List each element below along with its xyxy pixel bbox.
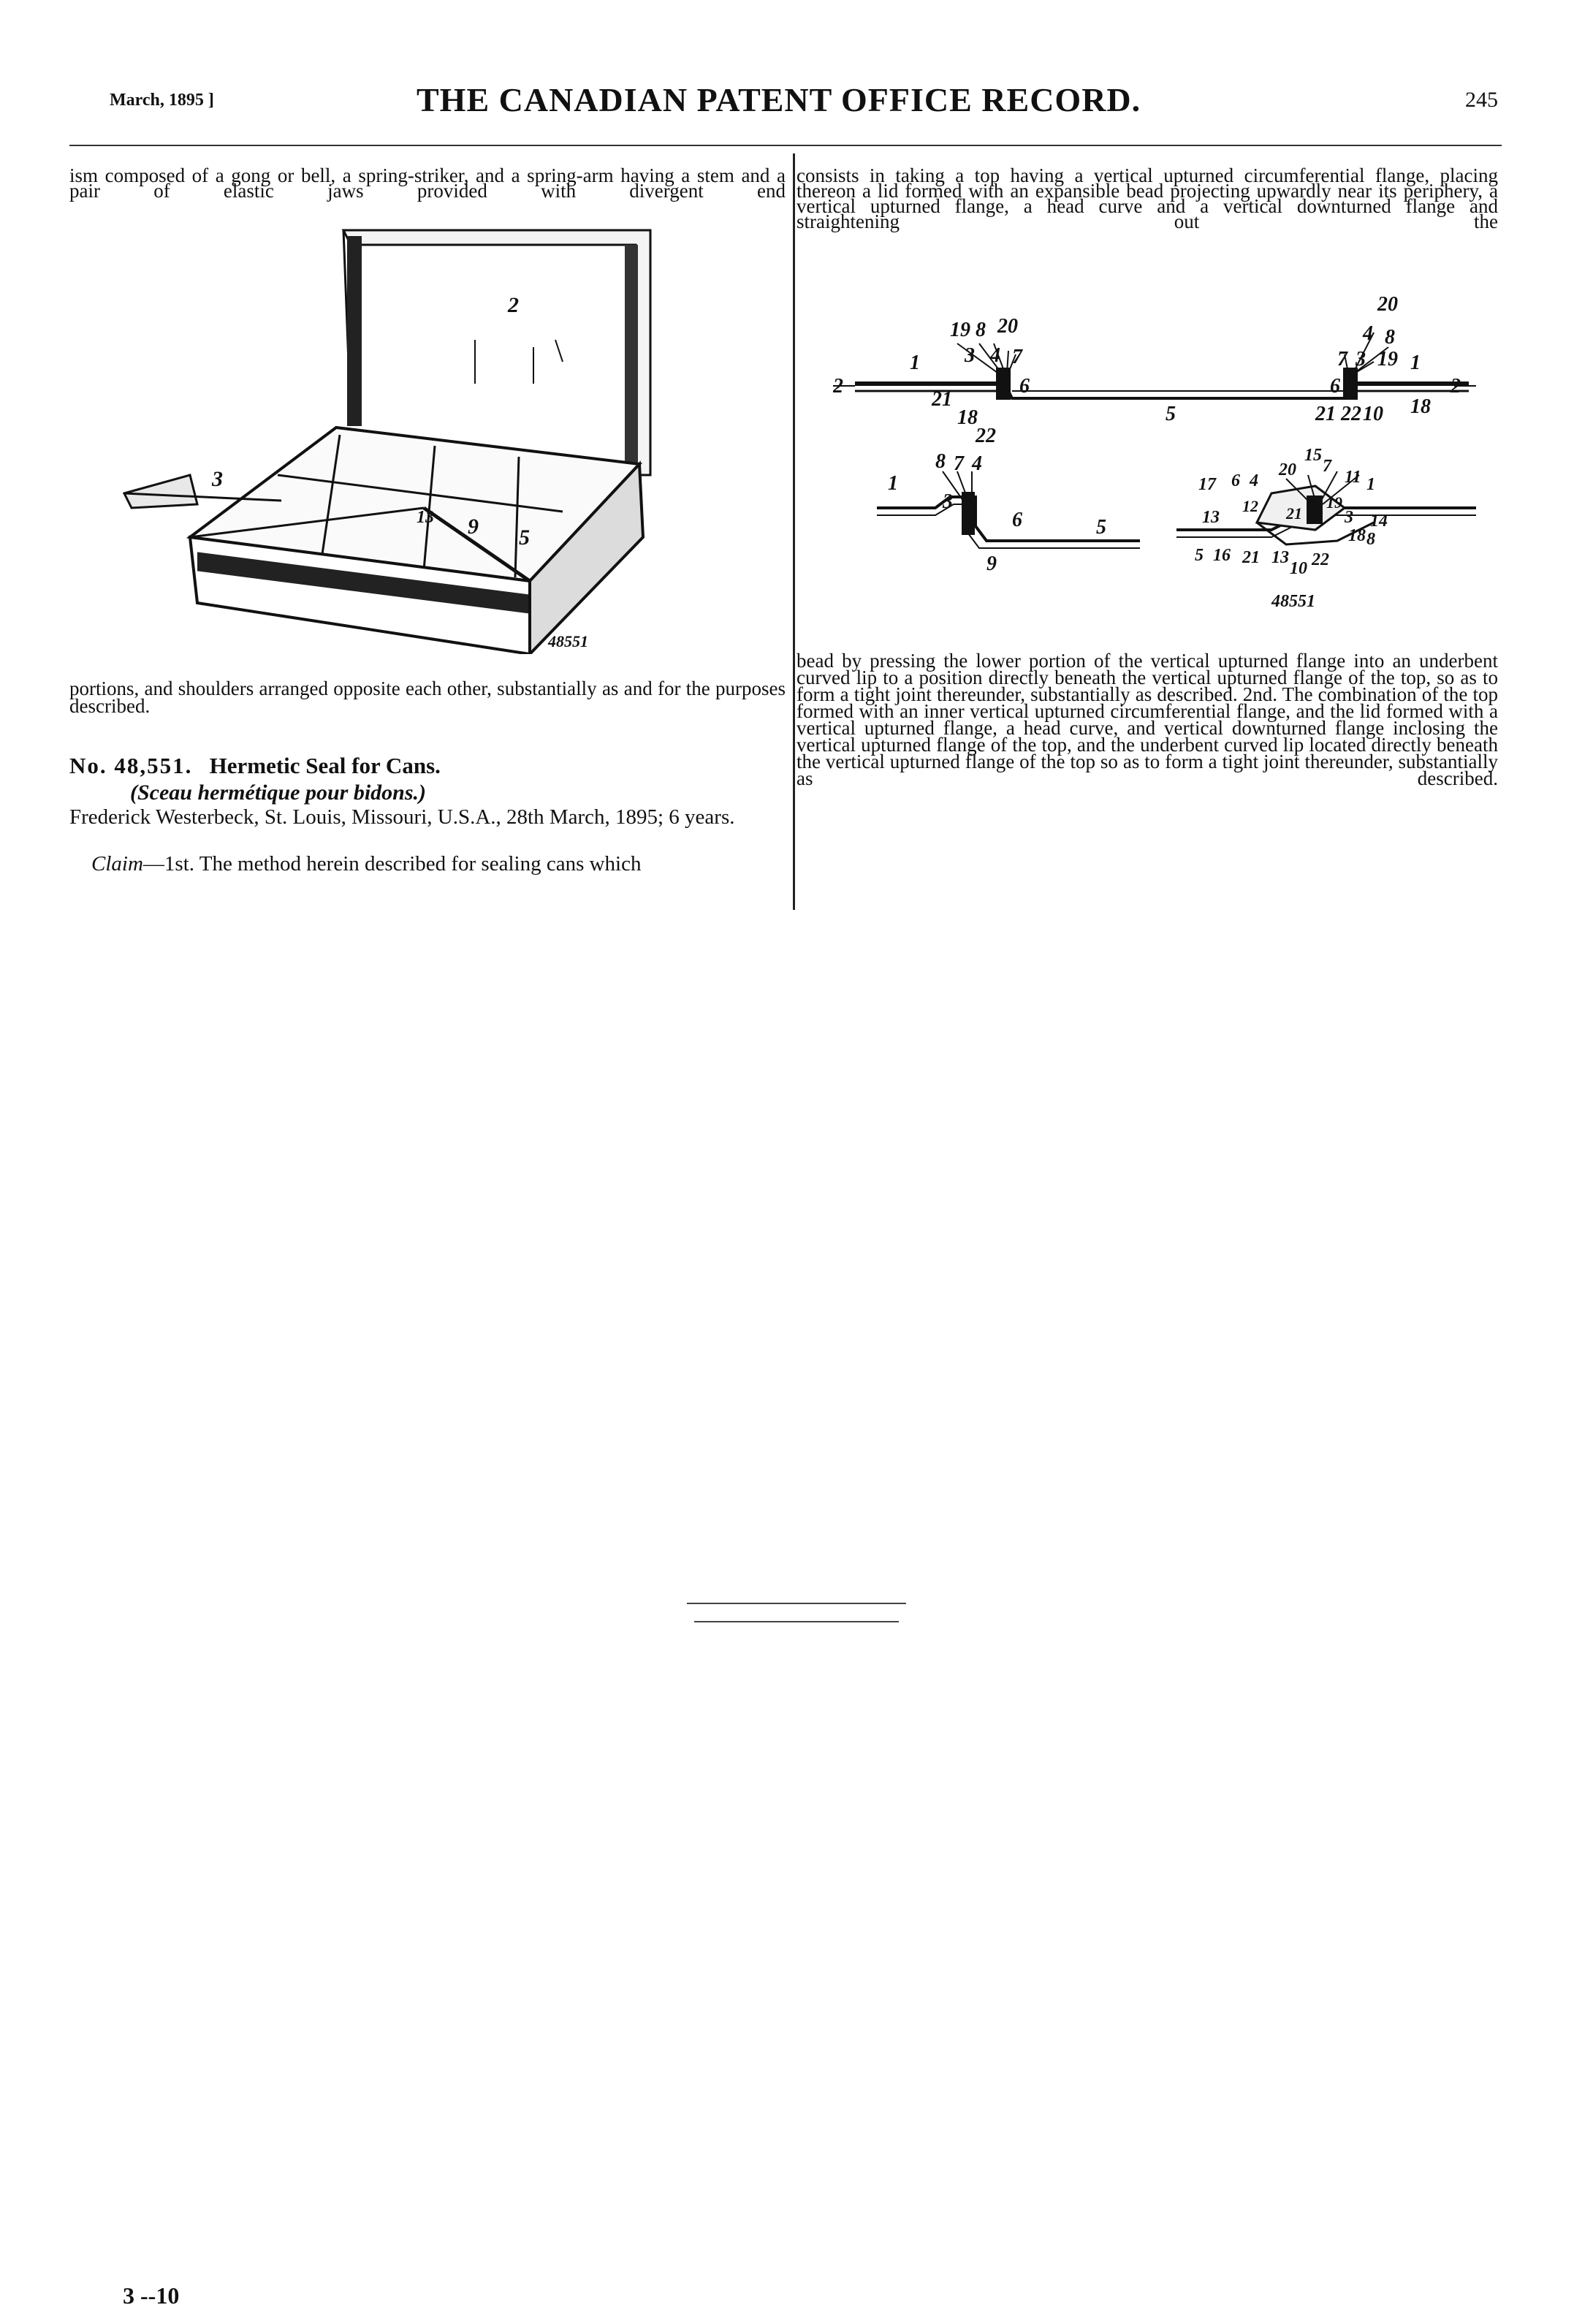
- figure-label: 7: [954, 452, 964, 475]
- figure-label: 14: [1370, 512, 1388, 531]
- figure-label: 6: [1231, 471, 1240, 490]
- figure-label: 21: [1242, 548, 1260, 567]
- header-rule: [69, 145, 1502, 146]
- page-number: 245: [1465, 88, 1498, 112]
- patent-title: Hermetic Seal for Cans.: [209, 753, 441, 778]
- figure-label: 1: [910, 352, 920, 374]
- figure-label: 7: [1337, 348, 1347, 371]
- figure-label: 1: [888, 472, 898, 495]
- figure-label: 15: [1304, 446, 1322, 465]
- figure-label: 19: [1326, 493, 1342, 512]
- figure-label: 19: [950, 319, 970, 341]
- figure-label: 5: [1096, 516, 1106, 539]
- figure-label: 20: [997, 315, 1018, 338]
- figure-label: 17: [1198, 475, 1216, 494]
- figure-label: 18: [957, 406, 978, 429]
- figure-label: 21: [932, 388, 952, 411]
- figure-label: 6: [1330, 375, 1340, 398]
- figure-label: 19: [1377, 348, 1398, 371]
- publication-title: THE CANADIAN PATENT OFFICE RECORD.: [417, 81, 1141, 118]
- figure-label: 2: [508, 293, 519, 317]
- figure-label: 18: [1348, 526, 1366, 545]
- figure-label: 13: [1202, 508, 1220, 527]
- figure-label: 7: [1012, 346, 1022, 368]
- figure-label: 13: [417, 508, 434, 527]
- figure-label: 5: [519, 525, 530, 550]
- footer-rule-bottom: [694, 1621, 899, 1622]
- figure-label: 22: [1341, 403, 1361, 425]
- figure-label: 10: [1290, 559, 1307, 578]
- patent-claim: [91, 852, 786, 876]
- patent-french-title: (Sceau hermétique pour bidons.): [130, 781, 427, 805]
- figure-number: 48551: [548, 632, 588, 650]
- figure-label: 4: [1363, 322, 1373, 345]
- footer-rule-top: [687, 1603, 906, 1604]
- right-after-figure-text: bead by pressing the lower portion of the vertical upturned flange into an underbent curved lip to a position directly beneath the vertical upturned flange of the top, so as to form a tight joint thereunder, substantially as described. 2nd. The combination of the top formed with an inner vertical upturned circumferential flange, and the lid formed with a vertical upturned flange, a head curve, and vertical downturned flange inclosing the vertical upturned flange of the top, and the underbent curved lip located directly beneath the vertical upturned flange of the top so as to form a tight joint thereunder, substantially as described.: [796, 650, 1498, 789]
- figure-label: 20: [1377, 293, 1398, 316]
- left-after-figure-text: portions, and shoulders arranged opposite each other, substantially as and for the purposes described.: [69, 677, 786, 717]
- issue-date: March, 1895 ]: [110, 91, 214, 110]
- figure-label: 5: [1166, 403, 1176, 425]
- figure-label: 10: [1363, 403, 1383, 425]
- figure-label: 11: [1345, 468, 1361, 487]
- figure-label: 13: [1271, 548, 1289, 567]
- figure-label: 5: [1195, 546, 1204, 565]
- left-intro-text: ism composed of a gong or bell, a spring-striker, and a spring-arm having a stem and a pair of elastic jaws provided with divergent end: [69, 164, 786, 202]
- page-signature: 3 --10: [123, 2282, 180, 2309]
- column-divider: [793, 153, 795, 910]
- figure-label: 22: [1312, 550, 1329, 569]
- figure-label: 21: [1315, 403, 1336, 425]
- figure-label: 9: [468, 514, 479, 539]
- figure-label: 6: [1012, 509, 1022, 531]
- figure-label: 2: [833, 375, 843, 398]
- figure-label: 6: [1019, 375, 1030, 398]
- figure-label: 3: [943, 490, 953, 513]
- figure-label: 3: [1345, 508, 1353, 527]
- figure-label: 21: [1286, 504, 1302, 523]
- figure-label: 9: [986, 552, 997, 575]
- figure-label: 4: [1250, 471, 1258, 490]
- can-seal-figure: [833, 289, 1476, 632]
- figure-number: 48551: [1271, 592, 1315, 611]
- claim-text: —1st. The method herein described for sealing cans which: [142, 852, 642, 876]
- figure-label: 16: [1213, 546, 1231, 565]
- figure-label: 8: [1366, 530, 1375, 549]
- figure-label: 2: [1451, 375, 1461, 398]
- figure-label: 22: [976, 425, 996, 447]
- figure-label: 3: [965, 344, 975, 367]
- page-header: [110, 80, 1498, 124]
- figure-label: 4: [990, 344, 1000, 367]
- figure-label: 3: [212, 467, 223, 491]
- patent-heading: [69, 753, 441, 779]
- figure-label: 8: [935, 450, 946, 473]
- figure-label: 12: [1242, 497, 1258, 515]
- figure-label: 18: [1410, 395, 1431, 418]
- claim-label: Claim: [91, 852, 143, 876]
- patent-inventor: Frederick Westerbeck, St. Louis, Missouri, U.S.A., 28th March, 1895; 6 years.: [69, 805, 735, 829]
- figure-label: 1: [1366, 475, 1375, 494]
- patent-number: No. 48,551.: [69, 753, 193, 778]
- alarm-box-figure: [110, 216, 665, 654]
- figure-label: 4: [972, 452, 982, 475]
- figure-label: 7: [1323, 457, 1331, 476]
- figure-label: 20: [1279, 460, 1296, 479]
- figure-label: 8: [1385, 326, 1395, 349]
- right-intro-text: consists in taking a top having a vertical upturned circumferential flange, placing thereon a lid formed with an expansible bead projecting upwardly near its periphery, a vertical upturned flange, a head curve and a vertical downturned flange and straightening out the: [796, 164, 1498, 232]
- figure-label: 3: [1356, 348, 1366, 371]
- figure-label: 8: [976, 319, 986, 341]
- figure-label: 1: [1410, 352, 1421, 374]
